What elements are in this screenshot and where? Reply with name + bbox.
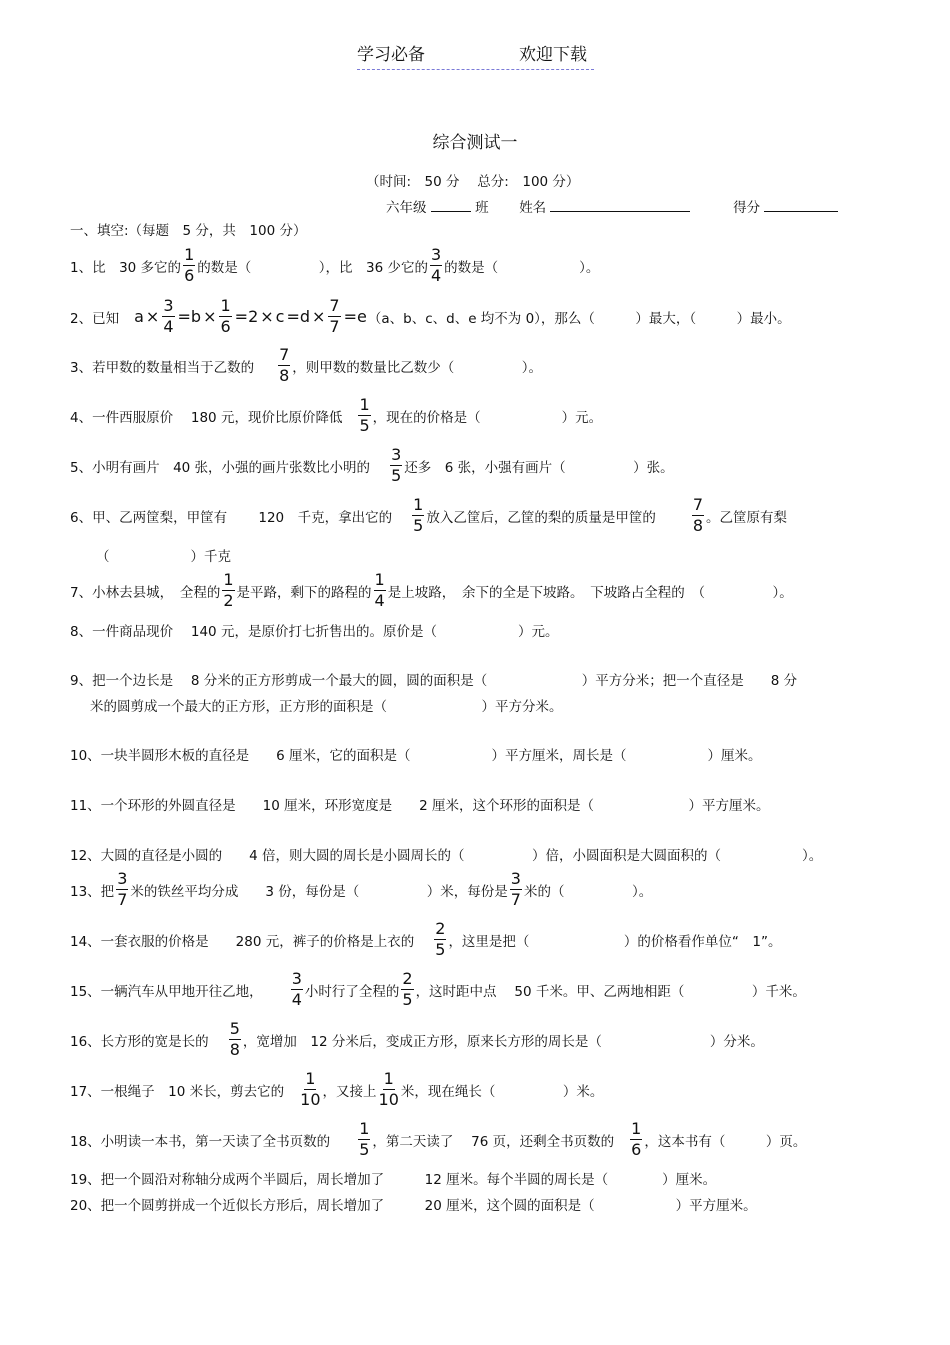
name-label: 姓名 bbox=[519, 200, 547, 216]
header-left: 学习必备 bbox=[357, 45, 425, 65]
header-right: 欢迎下载 bbox=[519, 45, 587, 65]
q6-fraction-2: $\frac{7}{8}$ bbox=[692, 495, 704, 535]
class-label: 班 bbox=[475, 200, 489, 216]
question-1 bbox=[70, 246, 599, 285]
q18-text-c: ，这本书有（ ）页。 bbox=[644, 1133, 807, 1150]
q7-fraction-2: $\frac{1}{4}$ bbox=[374, 570, 385, 610]
q1-text-b: 的数是（ ），比 36 少它的 bbox=[197, 259, 428, 276]
q6-fraction-1: $\frac{1}{5}$ bbox=[413, 495, 424, 535]
q5-text-b: 还多 6 张，小强有画片（ ）张。 bbox=[404, 459, 674, 476]
score-label: 得分 bbox=[733, 200, 761, 216]
question-13 bbox=[70, 870, 652, 909]
q4-fraction: $\frac{1}{5}$ bbox=[359, 395, 370, 435]
question-9-line-2: 米的圆剪成一个最大的正方形，正方形的面积是（ ）平方分米。 bbox=[90, 699, 563, 715]
q2-fraction-3: $\frac{7}{7}$ bbox=[329, 296, 340, 336]
q17-fraction-2: $\frac{1}{10}$ bbox=[378, 1069, 399, 1109]
q15-fraction-1: $\frac{3}{4}$ bbox=[291, 969, 302, 1009]
question-20: 20、把一个圆剪拼成一个近似长方形后，周长增加了 20 厘米，这个圆的面积是（ ）平方厘米。 bbox=[70, 1198, 757, 1214]
q5-text-a: 5、小明有画片 40 张，小强的画片张数比小明的 bbox=[70, 459, 371, 476]
question-19: 19、把一个圆沿对称轴分成两个半圆后，周长增加了 12 厘米。每个半圆的周长是（ ）厘米。 bbox=[70, 1172, 717, 1188]
question-2: 2、已知 a × $\frac{3}{4}$ =b × $\frac{1}{6}$ =2 × c =d × $\frac{7}{7}$ =e （a、b、c、d、e 均不为 0），那么（ ）最大，（ ）最小。 bbox=[70, 296, 791, 336]
question-15 bbox=[70, 970, 806, 1009]
question-18 bbox=[70, 1120, 806, 1159]
page-header bbox=[357, 40, 594, 70]
question-16 bbox=[70, 1020, 764, 1059]
question-6 bbox=[70, 496, 787, 535]
q3-text-a: 3、若甲数的数量相当于乙数的 bbox=[70, 359, 255, 376]
exam-info: （时间: 50 分 总分: 100 分） bbox=[366, 174, 580, 190]
q16-text-a: 16、长方形的宽是长的 bbox=[70, 1033, 209, 1050]
question-17 bbox=[70, 1070, 603, 1109]
q18-fraction-2: $\frac{1}{6}$ bbox=[631, 1119, 642, 1159]
question-4 bbox=[70, 396, 602, 435]
q3-fraction: $\frac{7}{8}$ bbox=[279, 345, 290, 385]
question-14 bbox=[70, 920, 782, 959]
question-9-line-1: 9、把一个边长是 8 分米的正方形剪成一个最大的圆，圆的面积是（ ）平方分米；把一个直径是 8 分 bbox=[70, 673, 798, 689]
question-5 bbox=[70, 446, 674, 485]
q15-text-b: 小时行了全程的 bbox=[304, 983, 400, 1000]
q7-text-b: 是平路，剩下的路程的 bbox=[236, 584, 372, 601]
q13-fraction-2: $\frac{3}{7}$ bbox=[510, 869, 521, 909]
q3-text-b: ，则甲数的数量比乙数少（ ）。 bbox=[292, 359, 543, 376]
question-10: 10、一块半圆形木板的直径是 6 厘米，它的面积是（ ）平方厘米，周长是（ ）厘米。 bbox=[70, 748, 762, 764]
q5-fraction: $\frac{3}{5}$ bbox=[391, 445, 402, 485]
q15-text-a: 15、一辆汽车从甲地开往乙地， bbox=[70, 983, 263, 1000]
q18-text-b: ，第二天读了 76 页，还剩全书页数的 bbox=[372, 1133, 615, 1150]
q6-text-b: 放入乙筐后，乙筐的梨的质量是甲筐的 bbox=[426, 509, 656, 526]
question-7 bbox=[70, 571, 793, 610]
q2-fraction-2: $\frac{1}{6}$ bbox=[220, 296, 231, 336]
q14-fraction: $\frac{2}{5}$ bbox=[435, 919, 446, 959]
q7-text-c: 是上坡路， 余下的全是下坡路。 下坡路占全程的 （ ）。 bbox=[387, 584, 793, 601]
student-info-row bbox=[386, 196, 838, 216]
score-blank[interactable] bbox=[764, 198, 838, 212]
q14-text-b: ，这里是把（ ）的价格看作单位“ 1”。 bbox=[448, 933, 782, 950]
question-11: 11、一个环形的外圆直径是 10 厘米，环形宽度是 2 厘米，这个环形的面积是（ ）平方厘米。 bbox=[70, 798, 770, 814]
q7-text-a: 7、小林去县城， 全程的 bbox=[70, 584, 221, 601]
class-blank[interactable] bbox=[431, 198, 471, 212]
q17-fraction-1: $\frac{1}{10}$ bbox=[300, 1069, 321, 1109]
q6-text-a: 6、甲、乙两筐梨，甲筐有 120 千克，拿出它的 bbox=[70, 509, 393, 526]
q1-text-c: 的数是（ ）。 bbox=[444, 259, 600, 276]
q2-fraction-1: $\frac{3}{4}$ bbox=[163, 296, 174, 336]
q2-text-a: 2、已知 bbox=[70, 310, 120, 327]
q18-text-a: 18、小明读一本书，第一天读了全书页数的 bbox=[70, 1133, 331, 1150]
q1-fraction-2: $\frac{3}{4}$ bbox=[430, 245, 442, 285]
q6-text-c: 。乙筐原有梨 bbox=[706, 509, 788, 526]
section-heading: 一、填空:（每题 5 分，共 100 分） bbox=[70, 223, 307, 239]
q15-text-c: ，这时距中点 50 千米。甲、乙两地相距（ ）千米。 bbox=[415, 983, 806, 1000]
page-title: 综合测试一 bbox=[432, 133, 518, 153]
question-8: 8、一件商品现价 140 元，是原价打七折售出的。原价是（ ）元。 bbox=[70, 624, 559, 640]
q13-text-a: 13、把 bbox=[70, 883, 115, 900]
q16-text-b: ，宽增加 12 分米后，变成正方形，原来长方形的周长是（ ）分米。 bbox=[242, 1033, 764, 1050]
q13-text-c: 米的（ ）。 bbox=[523, 883, 653, 900]
q17-text-b: ，又接上 bbox=[322, 1083, 377, 1100]
q6-text-d: （ ）千克 bbox=[96, 549, 231, 565]
q2-text-b: （a、b、c、d、e 均不为 0），那么（ ）最大，（ ）最小。 bbox=[367, 310, 791, 327]
q1-text-a: 1、比 30 多它的 bbox=[70, 259, 182, 276]
q4-text-a: 4、一件西服原价 180 元，现价比原价降低 bbox=[70, 409, 343, 426]
q13-text-b: 米的铁丝平均分成 3 份，每份是（ ）米，每份是 bbox=[130, 883, 508, 900]
question-3 bbox=[70, 346, 542, 385]
q17-text-c: 米，现在绳长（ ）米。 bbox=[400, 1083, 604, 1100]
name-blank[interactable] bbox=[550, 198, 690, 212]
q14-text-a: 14、一套衣服的价格是 280 元，裤子的价格是上衣的 bbox=[70, 933, 415, 950]
question-12: 12、大圆的直径是小圆的 4 倍，则大圆的周长是小圆周长的（ ）倍，小圆面积是大圆面积的（ ）。 bbox=[70, 848, 823, 864]
q13-fraction-1: $\frac{3}{7}$ bbox=[117, 869, 128, 909]
q18-fraction-1: $\frac{1}{5}$ bbox=[359, 1119, 370, 1159]
grade-label: 六年级 bbox=[386, 200, 427, 216]
q4-text-b: ，现在的价格是（ ）元。 bbox=[372, 409, 603, 426]
q16-fraction: $\frac{5}{8}$ bbox=[229, 1019, 240, 1059]
q1-fraction-1: $\frac{1}{6}$ bbox=[184, 245, 195, 285]
q17-text-a: 17、一根绳子 10 米长，剪去它的 bbox=[70, 1083, 285, 1100]
q15-fraction-2: $\frac{2}{5}$ bbox=[402, 969, 413, 1009]
q7-fraction-1: $\frac{1}{2}$ bbox=[223, 570, 234, 610]
